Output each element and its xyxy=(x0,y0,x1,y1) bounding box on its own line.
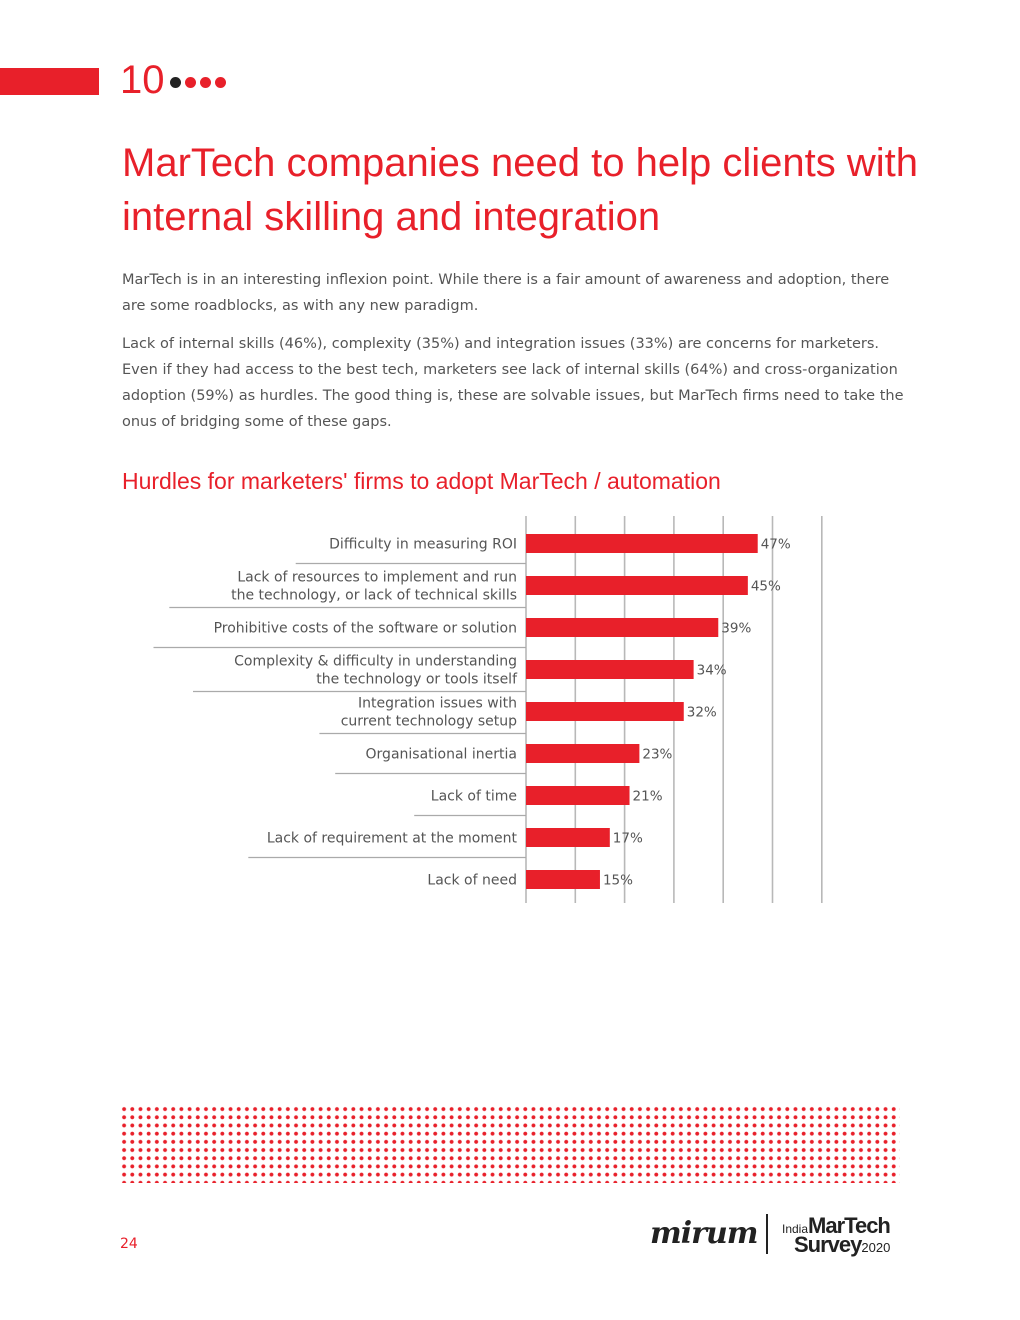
dot-pattern-decoration xyxy=(120,1105,900,1183)
bar xyxy=(526,618,718,637)
bar xyxy=(526,660,694,679)
value-label: 45% xyxy=(750,578,781,595)
category-label: current technology setup xyxy=(340,713,517,730)
bar xyxy=(526,702,684,721)
value-label: 39% xyxy=(721,620,752,637)
bar xyxy=(526,870,600,889)
category-label: Difficulty in measuring ROI xyxy=(329,536,517,553)
category-label: Lack of resources to implement and run xyxy=(237,569,517,586)
category-label: Lack of time xyxy=(430,788,517,805)
dot xyxy=(170,77,181,88)
section-accent-bar xyxy=(0,68,99,95)
bar xyxy=(526,828,610,847)
chart-title: Hurdles for marketers' firms to adopt MarTech / automation xyxy=(122,468,721,494)
survey-logo-survey: Survey xyxy=(794,1232,862,1257)
dot xyxy=(185,77,196,88)
section-dots xyxy=(170,77,226,88)
mirum-logo: mirum xyxy=(650,1216,758,1251)
value-label: 17% xyxy=(612,830,643,847)
value-label: 32% xyxy=(686,704,717,721)
value-label: 47% xyxy=(760,536,791,553)
intro-paragraph: MarTech is in an interesting inflexion point. While there is a fair amount of awareness and adoption, there are some roadblocks, as with any new paradigm. xyxy=(122,272,890,314)
value-label: 34% xyxy=(696,662,727,679)
dot xyxy=(200,77,211,88)
category-label: the technology or tools itself xyxy=(316,671,517,688)
value-label: 21% xyxy=(632,788,663,805)
category-label: Complexity & difficulty in understanding xyxy=(234,653,517,670)
survey-logo-martech: MarTech xyxy=(808,1213,890,1238)
category-label: Lack of requirement at the moment xyxy=(266,830,517,847)
page-number: 24 xyxy=(120,1236,138,1252)
section-number: 10 xyxy=(120,58,165,102)
hurdles-bar-chart xyxy=(0,500,1020,910)
category-label: Prohibitive costs of the software or solution xyxy=(213,620,517,637)
bar xyxy=(526,534,758,553)
category-label: Lack of need xyxy=(427,872,517,889)
category-label: Integration issues with xyxy=(357,695,517,712)
category-label: the technology, or lack of technical skills xyxy=(231,587,517,604)
logo-divider xyxy=(766,1214,768,1254)
page-title: MarTech companies need to help clients with internal skilling and integration xyxy=(122,141,918,239)
value-label: 23% xyxy=(642,746,673,763)
dot xyxy=(215,77,226,88)
survey-logo xyxy=(782,1214,902,1258)
bar xyxy=(526,744,639,763)
survey-logo-year: 2020 xyxy=(861,1240,891,1255)
survey-logo-india: India xyxy=(782,1222,809,1236)
findings-paragraph: Lack of internal skills (46%), complexity (35%) and integration issues (33%) are concerns for marketers. Even if they had access to the best tech, marketers see lack of internal skills (64%) and cross-organization adoption (59%) as hurdles. The good thing is, these are solvable issues, but MarTech firms need to take the onus of bridging some of these gaps. xyxy=(122,336,904,430)
bar xyxy=(526,786,630,805)
bar xyxy=(526,576,748,595)
category-label: Organisational inertia xyxy=(365,746,517,763)
value-label: 15% xyxy=(602,872,633,889)
